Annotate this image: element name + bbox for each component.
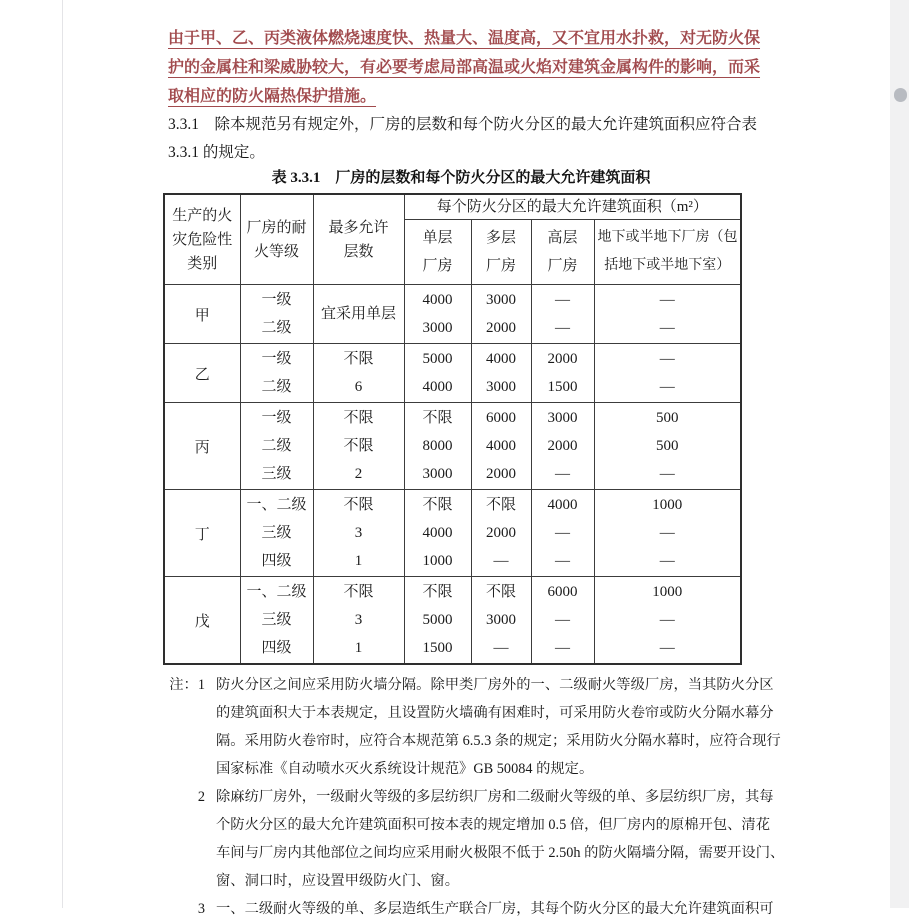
note-label: 3 (197, 901, 205, 917)
cell-rating: 一级 二级 (240, 344, 313, 403)
page-content (163, 24, 785, 923)
scrollbar-thumb[interactable] (894, 88, 907, 102)
cell-rating: 一级 二级 (240, 285, 313, 344)
cell-category: 甲 (164, 285, 240, 344)
scrollbar-track[interactable] (890, 0, 909, 908)
table-row-ding (164, 490, 741, 577)
cell-floors: 宜采用单层 (313, 285, 404, 344)
cell-multi: 不限 3000 — (471, 577, 531, 665)
col-header-max-floors: 最多允许 层数 (313, 194, 404, 285)
table-row-jia (164, 285, 741, 344)
cell-floors: 不限 6 (313, 344, 404, 403)
cell-underground: — — (594, 344, 741, 403)
col-header-category: 生产的火 灾危险性 类别 (164, 194, 240, 285)
col-header-single-storey: 单层 厂房 (404, 220, 471, 285)
table-row-bing (164, 403, 741, 490)
note-text: 防火分区之间应采用防火墙分隔。除甲类厂房外的一、二级耐火等级厂房，当其防火分区 的建筑面积大于本表规定，且设置防火墙确有困难时，可采用防火卷帘或防火分隔水幕分 隔。采用防火卷帘时，应符合本规范第 6.5.3 条的规定；采用防火分隔水幕时，应符合现行 国家标准《自动喷水灭火系统设计规范》GB 50084 的规定。 (216, 677, 781, 777)
cell-underground: 1000 — — (594, 490, 741, 577)
cell-floors: 不限 3 1 (313, 577, 404, 665)
cell-category: 丙 (164, 403, 240, 490)
note-label: 注：1 (169, 677, 205, 693)
cell-single: 不限 5000 1500 (404, 577, 471, 665)
cell-high: — — (531, 285, 594, 344)
note-item-3 (163, 895, 774, 923)
cell-underground: 500 500 — (594, 403, 741, 490)
cell-rating: 一级 二级 三级 (240, 403, 313, 490)
col-header-multi-storey: 多层 厂房 (471, 220, 531, 285)
col-header-area-group: 每个防火分区的最大允许建筑面积（m²） (404, 194, 741, 220)
cell-single: 5000 4000 (404, 344, 471, 403)
cell-single: 不限 8000 3000 (404, 403, 471, 490)
cell-high: 3000 2000 — (531, 403, 594, 490)
cell-multi: 3000 2000 (471, 285, 531, 344)
cell-multi: 不限 2000 — (471, 490, 531, 577)
table-row-yi (164, 344, 741, 403)
cell-floors: 不限 不限 2 (313, 403, 404, 490)
col-header-underground: 地下或半地下厂房（包 括地下或半地下室） (594, 220, 741, 285)
note-text: 一、二级耐火等级的单、多层造纸生产联合厂房，其每个防火分区的最大允许建筑面积可 (216, 901, 774, 917)
note-text: 除麻纺厂房外，一级耐火等级的多层纺织厂房和二级耐火等级的单、多层纺织厂房，其每 个防火分区的最大允许建筑面积可按本表的规定增加 0.5 倍，但厂房内的原棉开包、清花 车间与厂房内其他部位之间均应采用耐火极限不低于 2.50h 的防火隔墙分隔，需要开设门、 窗、洞口时，应设置甲级防火门、窗。 (216, 789, 785, 889)
cell-multi: 6000 4000 2000 (471, 403, 531, 490)
cell-rating: 一、二级 三级 四级 (240, 577, 313, 665)
note-item-1 (163, 671, 781, 783)
clause-3-3-1-paragraph: 3.3.1 除本规范另有规定外，厂房的层数和每个防火分区的最大允许建筑面积应符合表 3.3.1 的规定。 (168, 116, 758, 161)
table-notes (163, 671, 785, 923)
page-edge-line (62, 0, 63, 908)
cell-category: 戊 (164, 577, 240, 665)
highlighted-commentary: 由于甲、乙、丙类液体燃烧速度快、热量大、温度高，又不宜用水扑救，对无防火保 护的金属柱和梁威胁较大，有必要考虑局部高温或火焰对建筑金属构件的影响，而采 取相应的防火隔热保护措施。 (168, 30, 761, 105)
cell-underground: — — (594, 285, 741, 344)
cell-single: 不限 4000 1000 (404, 490, 471, 577)
note-item-2 (163, 783, 785, 895)
cell-high: 4000 — — (531, 490, 594, 577)
cell-category: 丁 (164, 490, 240, 577)
cell-high: 6000 — — (531, 577, 594, 665)
note-label: 2 (197, 789, 205, 805)
table-title: 表 3.3.1 厂房的层数和每个防火分区的最大允许建筑面积 (271, 170, 651, 186)
col-header-high-rise: 高层 厂房 (531, 220, 594, 285)
cell-floors: 不限 3 1 (313, 490, 404, 577)
cell-underground: 1000 — — (594, 577, 741, 665)
cell-single: 4000 3000 (404, 285, 471, 344)
col-header-fire-rating: 厂房的耐 火等级 (240, 194, 313, 285)
table-row-wu (164, 577, 741, 665)
cell-multi: 4000 3000 (471, 344, 531, 403)
fire-compartment-area-table (163, 193, 742, 665)
cell-rating: 一、二级 三级 四级 (240, 490, 313, 577)
cell-high: 2000 1500 (531, 344, 594, 403)
cell-category: 乙 (164, 344, 240, 403)
